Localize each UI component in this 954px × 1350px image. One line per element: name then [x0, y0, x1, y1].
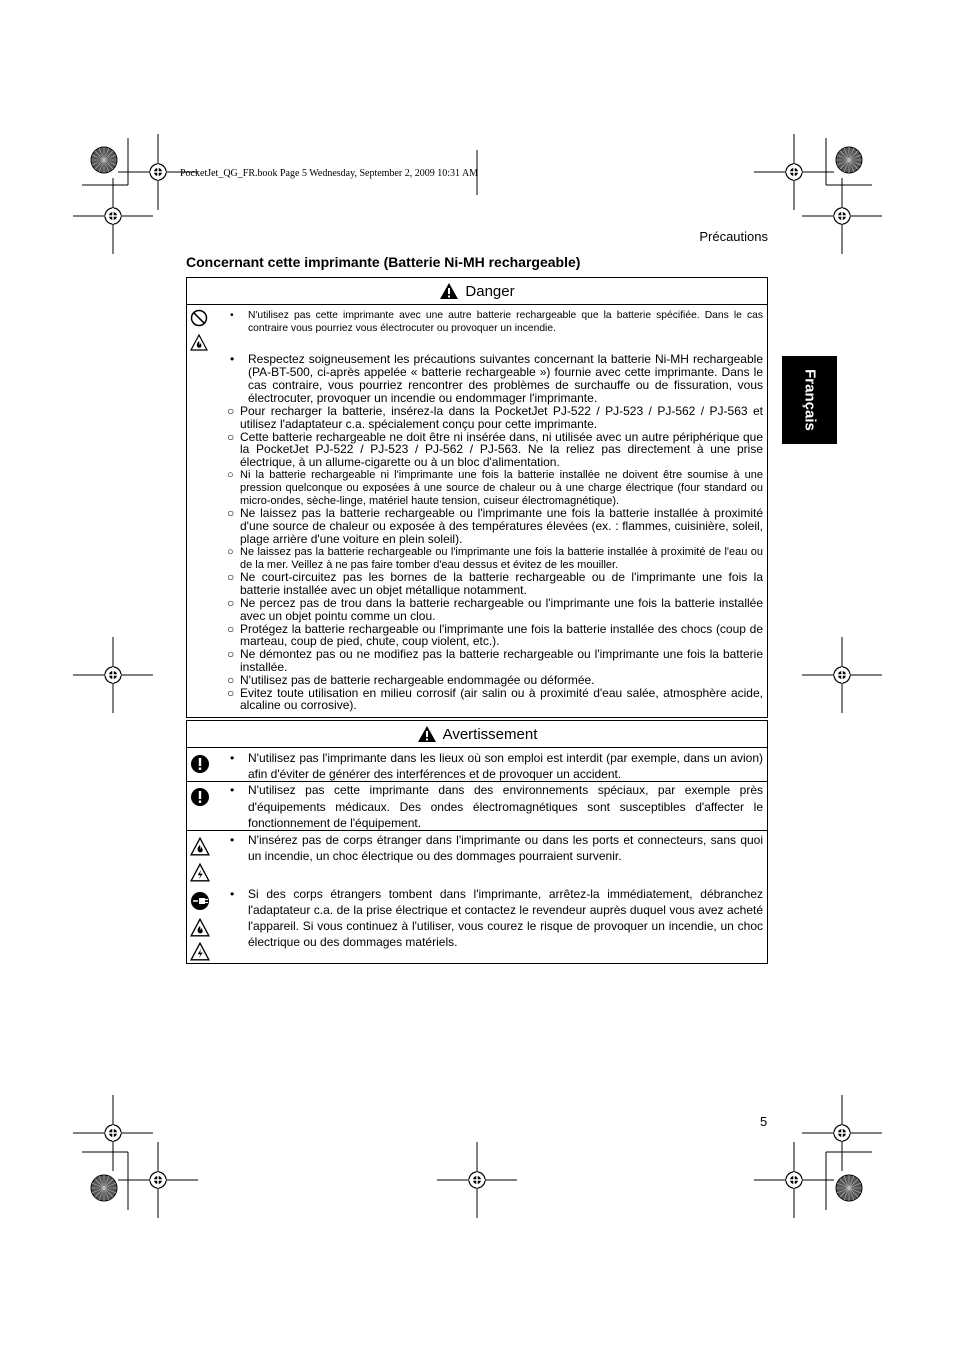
electric-shock-icon — [190, 863, 210, 882]
warning-box — [186, 720, 768, 964]
warning-row-1-content — [227, 750, 763, 782]
unplug-icon — [190, 891, 210, 911]
danger-subitem — [227, 623, 763, 649]
warning-title: Avertissement — [442, 725, 538, 743]
circle-bullet: ○ — [227, 672, 235, 687]
warning-item-3: • N'insérez pas de corps étranger dans l'imprimante ou dans les ports et connecteurs, sans quoi un incendie, un choc électrique ou des dommages pourraient survenir. — [227, 832, 763, 864]
danger-header — [187, 278, 767, 305]
electric-shock-icon — [190, 942, 210, 961]
circle-bullet: ○ — [227, 647, 235, 662]
warning-row-2-icons — [190, 787, 214, 814]
mandatory-action-icon — [190, 754, 210, 774]
section-title: Concernant cette imprimante (Batterie Ni-MH rechargeable) — [186, 254, 581, 270]
language-tab-label: Français — [801, 369, 818, 431]
danger-subitem — [227, 687, 763, 713]
warning-triangle-icon — [439, 282, 459, 300]
warning-row-2-content — [227, 782, 763, 832]
danger-subitem-text: Pour recharger la batterie, insérez-la dans la PocketJet PJ-522 / PJ-523 / PJ-562 / PJ-563 et utilisez l'adaptateur c.a. spécialement conçu pour cette imprimante. — [240, 404, 763, 431]
danger-bullet-1: • N'utilisez pas cette imprimante avec une autre batterie rechargeable que la batterie spécifiée. Dans le cas contraire vous pourriez vous électrocuter ou provoquer un incendie. — [227, 309, 763, 335]
circle-bullet: ○ — [227, 570, 235, 585]
danger-subitem-text: Evitez toute utilisation en milieu corrosif (air salin ou à proximité d'eau salée, atmosphère acide, alcaline ou corrosive). — [240, 685, 763, 713]
danger-subitem — [227, 648, 763, 674]
danger-content — [227, 309, 763, 712]
fire-hazard-icon — [190, 334, 208, 351]
warning-row-3-content — [227, 832, 763, 950]
warning-triangle-icon — [417, 725, 437, 743]
danger-subitem-text: Ni la batterie rechargeable ni l'imprimante une fois la batterie installée ne doivent être soumise à une pression quelconque ou exposées à une source de chaleur ou à une charge électrique (four standard ou micro-ondes, sèche-linge, matériel haute tension, cuiseur électromagnétique). — [240, 468, 763, 507]
danger-subitem-text: Cette batterie rechargeable ne doit être ni insérée dans, ni utilisée avec un autre périphérique que la PocketJet PJ-522 / PJ-523 / PJ-562 / PJ-563. Ne la reliez pas directement à une prise électrique, à un allume-cigarette ou à un bloc d'alimentation. — [240, 429, 763, 470]
running-header: Précautions — [699, 229, 768, 244]
danger-row — [187, 305, 767, 717]
danger-subitem — [227, 431, 763, 469]
danger-subitems — [227, 405, 763, 712]
danger-bullet-2: • Respectez soigneusement les précautions suivantes concernant la batterie Ni-MH rechargeable (PA-BT-500, ci-après appelée « batterie rechargeable ») fournie avec cette imprimante. Dans le cas contraire, vous pourriez rencontrer des problèmes de surchauffe ou de fissuration, vous électrocuter, provoquer un incendie ou endommager l'imprimante. — [227, 353, 763, 405]
language-tab — [782, 356, 837, 444]
warning-row-1 — [187, 748, 767, 782]
circle-bullet: ○ — [227, 595, 235, 610]
circle-bullet: ○ — [227, 429, 235, 444]
circle-bullet: ○ — [227, 621, 235, 636]
danger-subitem-text: Protégez la batterie rechargeable ou l'imprimante une fois la batterie installée des chocs (coup de marteau, coup de pied, chute, coup violent, etc.). — [240, 621, 763, 649]
danger-subitem-text: Ne laissez pas la batterie rechargeable ou l'imprimante une fois la batterie installée à proximité de l'eau ou de la mer. Veillez à ne pas faire tomber d'eau dessus et évitez de les mouiller. — [240, 545, 763, 571]
warning-item-4: • Si des corps étrangers tombent dans l'imprimante, arrêtez-la immédiatement, débranchez l'adaptateur c.a. de la prise électrique et contactez le revendeur auprès duquel vous avez acheté l'appareil. Si vous continuez à l'utiliser, vous courez le risque de provoquer un incendie, un choc électrique ou des dommages matériels. — [227, 886, 763, 950]
circle-bullet: ○ — [227, 545, 234, 558]
circle-bullet: ○ — [227, 404, 235, 418]
danger-subitem — [227, 546, 763, 572]
danger-subitem — [227, 507, 763, 545]
fire-hazard-icon — [190, 918, 210, 937]
danger-subitem — [227, 469, 763, 507]
page-number: 5 — [760, 1114, 768, 1129]
danger-subitem-text: N'utilisez pas de batterie rechargeable endommagée ou déformée. — [240, 672, 595, 687]
danger-subitem-text: Ne percez pas de trou dans la batterie rechargeable ou l'imprimante une fois la batterie installée avec un objet pointu comme un clou. — [240, 595, 763, 623]
warning-header — [187, 721, 767, 748]
danger-box — [186, 277, 768, 718]
warning-row-2 — [187, 782, 767, 831]
danger-subitem — [227, 571, 763, 597]
danger-subitem — [227, 405, 763, 431]
danger-subitem-text: Ne laissez pas la batterie rechargeable ou l'imprimante une fois la batterie installée à proximité d'une source de chaleur ou exposée à des températures élevées (ex. : flammes, cuisinière, soleil, plage arrière d'une voiture en plein soleil). — [240, 506, 763, 546]
danger-subitem-text: Ne court-circuitez pas les bornes de la batterie rechargeable ou de l'imprimante une fois la batterie installée avec un objet métallique notamment. — [240, 570, 763, 598]
warning-row-3-icons — [190, 837, 214, 968]
warning-row-3 — [187, 831, 767, 963]
circle-bullet: ○ — [227, 506, 235, 521]
book-info: PocketJet_QG_FR.book Page 5 Wednesday, September 2, 2009 10:31 AM — [180, 168, 479, 179]
danger-title: Danger — [465, 282, 515, 300]
danger-subitem — [227, 597, 763, 623]
warning-item-2: • N'utilisez pas cette imprimante dans des environnements spéciaux, par exemple près d'équipements médicaux. Des ondes électromagnétiques sont susceptibles d'affecter le fonctionnement de l'équipement. — [227, 782, 763, 832]
warning-item-1: • N'utilisez pas l'imprimante dans les lieux où son emploi est interdit (par exemple, dans un avion) afin d'éviter de générer des interférences et de provoquer un accident. — [227, 750, 763, 782]
danger-subitem-text: Ne démontez pas ou ne modifiez pas la batterie rechargeable ou l'imprimante une fois la batterie installée. — [240, 647, 763, 674]
danger-icons — [190, 309, 214, 358]
warning-row-1-icons — [190, 754, 214, 781]
prohibited-icon — [190, 309, 208, 327]
circle-bullet: ○ — [227, 468, 234, 481]
mandatory-action-icon — [190, 787, 210, 807]
fire-hazard-icon — [190, 837, 210, 856]
circle-bullet: ○ — [227, 685, 235, 700]
